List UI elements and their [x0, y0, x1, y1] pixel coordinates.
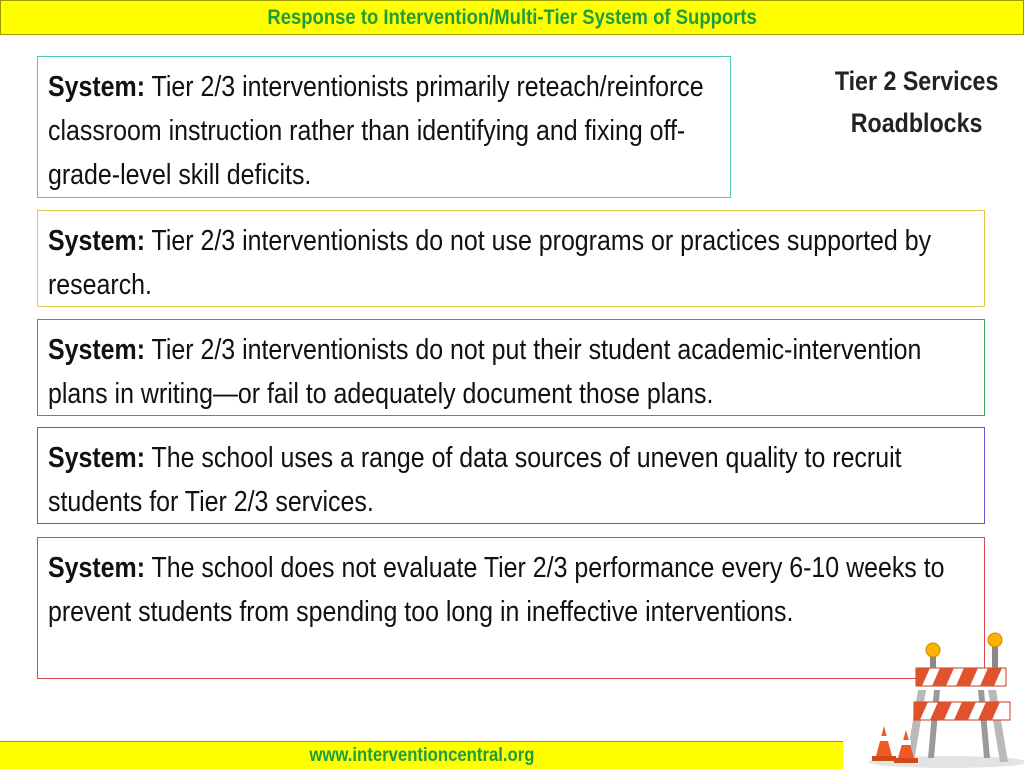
footer-url: www.interventioncentral.org	[308, 744, 535, 766]
header-banner	[0, 0, 1024, 35]
card-body-text: Tier 2/3 interventionists do not put their student academic-intervention plans in writing—or fail to adequately document those plans.	[48, 334, 922, 410]
roadblock-card-3	[37, 319, 985, 416]
roadblock-card-1	[37, 56, 731, 198]
card-lead-label: System:	[48, 442, 146, 474]
roadblock-card-4	[37, 427, 985, 524]
card-lead-label: System:	[48, 334, 146, 366]
roadblock-card-2	[37, 210, 985, 307]
card-body-text: The school uses a range of data sources of uneven quality to recruit students for Tier 2/3 services.	[48, 442, 902, 518]
slide-header-title: Response to Intervention/Multi-Tier System of Supports	[267, 5, 757, 29]
card-body-text: Tier 2/3 interventionists do not use programs or practices supported by research.	[48, 225, 932, 301]
slide-title-line-2: Roadblocks	[850, 108, 983, 138]
card-lead-label: System:	[48, 71, 146, 103]
card-lead-label: System:	[48, 225, 146, 257]
road-barricade-with-cones-icon	[848, 630, 1024, 768]
roadblock-card-5	[37, 537, 985, 679]
card-body-text: The school does not evaluate Tier 2/3 performance every 6-10 weeks to prevent students from spending too long in ineffective interventions.	[48, 552, 945, 628]
footer-banner	[0, 741, 843, 769]
card-lead-label: System:	[48, 552, 146, 584]
card-body-text: Tier 2/3 interventionists primarily reteach/reinforce classroom instruction rather than identifying and fixing off-grade-level skill deficits.	[48, 71, 704, 191]
slide-title-line-1: Tier 2 Services	[834, 66, 999, 96]
slide-title	[822, 60, 1011, 144]
